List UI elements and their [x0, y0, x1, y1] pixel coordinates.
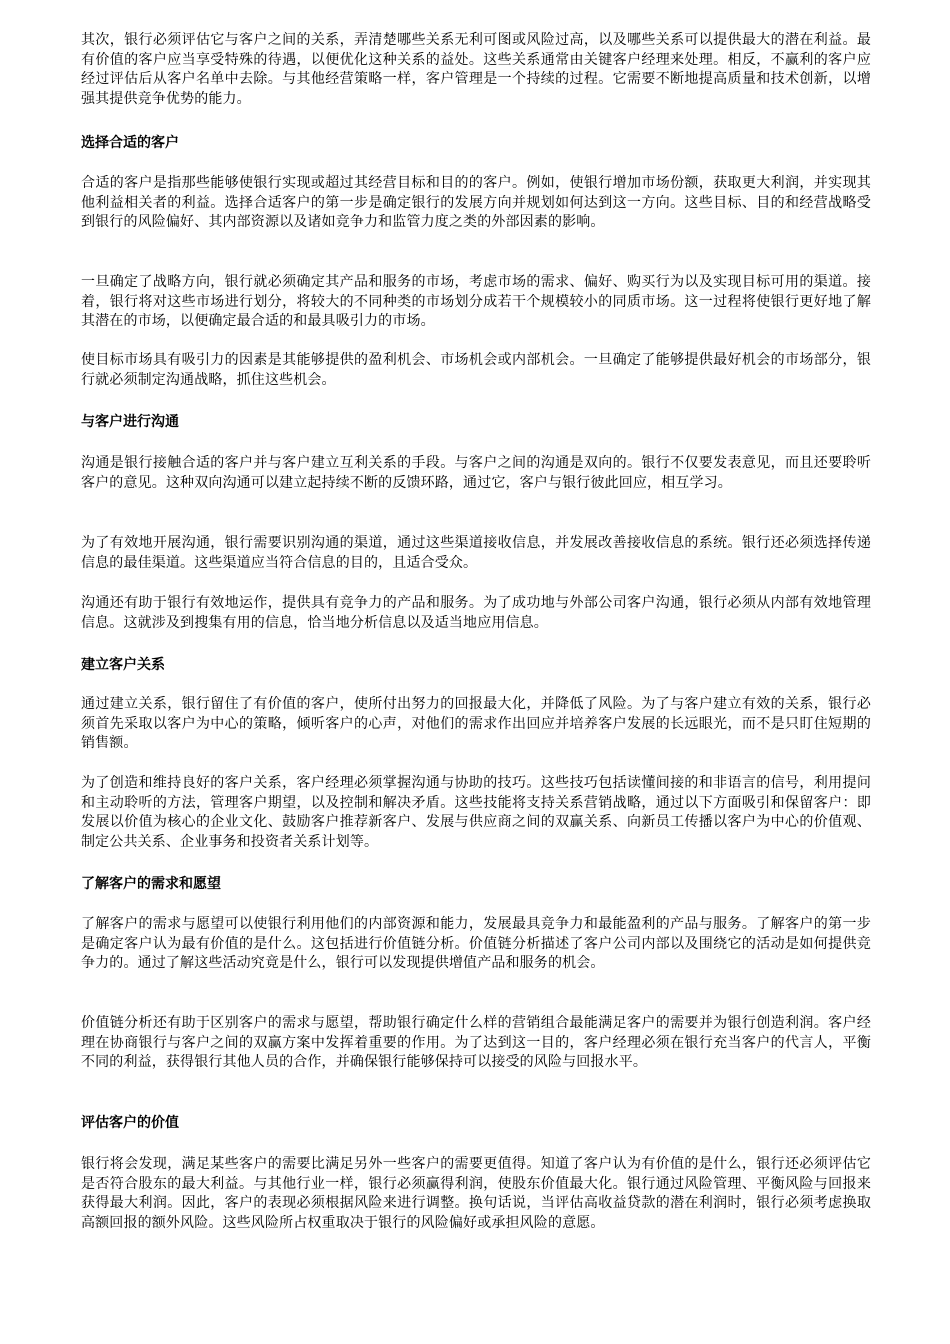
body-paragraph: 为了有效地开展沟通，银行需要识别沟通的渠道，通过这些渠道接收信息，并发展改善接收信息的系统。银行还必须选择传递信息的最佳渠道。这些渠道应当符合信息的目的，且适合受众。: [81, 535, 871, 571]
document-page: [81, 0, 871, 1344]
section-value-heading-block: [81, 1114, 871, 1133]
intro-paragraph: 其次，银行必须评估它与客户之间的关系，弄清楚哪些关系无利可图或风险过高，以及哪些关系可以提供最大的潜在利益。最有价值的客户应当享受特殊的待遇，以便优化这种关系的益处。这些关系通常由关键客户经理来处理。相反，不赢利的客户应经过评估后从客户名单中去除。与其他经营策略一样，客户管理是一个持续的过程。它需要不断地提高质量和技术创新，以增强其提供竞争优势的能力。: [81, 32, 871, 107]
section-paragraph-block: [81, 594, 871, 633]
body-paragraph: 沟通还有助于银行有效地运作，提供具有竞争力的产品和服务。为了成功地与外部公司客户沟通，银行必须从内部有效地管理信息。这就涉及到搜集有用的信息，恰当地分析信息以及适当地应用信息。: [81, 595, 871, 631]
section-communication-heading-block: [81, 413, 871, 432]
body-paragraph: 通过建立关系，银行留住了有价值的客户，使所付出努力的回报最大化，并降低了风险。为了与客户建立有效的关系，银行必须首先采取以客户为中心的策略，倾听客户的心声，对他们的需求作出回应并培养客户发展的长远眼光，而不是只盯住短期的销售额。: [81, 696, 871, 752]
section-heading: 与客户进行沟通: [81, 414, 179, 430]
section-paragraph-block: [81, 1155, 871, 1233]
section-paragraph-block: [81, 695, 871, 754]
section-heading: 评估客户的价值: [81, 1115, 179, 1131]
body-paragraph: 了解客户的需求与愿望可以使银行利用他们的内部资源和能力，发展最具竞争力和最能盈利的产品与服务。了解客户的第一步是确定客户认为最有价值的是什么。这包括进行价值链分析。价值链分析描述了客户公司内部以及围绕它的活动是如何提供竞争力的。通过了解这些活动究竟是什么，银行可以发现提供增值产品和服务的机会。: [81, 916, 871, 972]
section-paragraph-block: [81, 351, 871, 390]
section-heading: 建立客户关系: [81, 657, 165, 673]
section-paragraph-block: [81, 273, 871, 332]
intro-block: [81, 31, 871, 109]
body-paragraph: 为了创造和维持良好的客户关系，客户经理必须掌握沟通与协助的技巧。这些技巧包括读懂间接的和非语言的信号，利用提问和主动聆听的方法，管理客户期望，以及控制和解决矛盾。这些技能将支持关系营销战略，通过以下方面吸引和保留客户：即发展以价值为核心的企业文化、鼓励客户推荐新客户、发展与供应商之间的双赢关系、向新员工传播以客户为中心的价值观、制定公共关系、企业事务和投资者关系计划等。: [81, 775, 871, 850]
section-paragraph-block: [81, 454, 871, 493]
body-paragraph: 沟通是银行接触合适的客户并与客户建立互利关系的手段。与客户之间的沟通是双向的。银行不仅要发表意见，而且还要聆听客户的意见。这种双向沟通可以建立起持续不断的反馈环路，通过它，客户与银行彼此回应，相互学习。: [81, 455, 871, 491]
body-paragraph: 一旦确定了战略方向，银行就必须确定其产品和服务的市场，考虑市场的需求、偏好、购买行为以及实现目标可用的渠道。接着，银行将对这些市场进行划分，将较大的不同种类的市场划分成若干个规模较小的同质市场。这一过程将使银行更好地了解其潜在的市场，以便确定最合适的和最具吸引力的市场。: [81, 274, 871, 330]
body-paragraph: 银行将会发现，满足某些客户的需要比满足另外一些客户的需要更值得。知道了客户认为有价值的是什么，银行还必须评估它是否符合股东的最大利益。与其他行业一样，银行必须赢得利润，使股东价值最大化。银行通过风险管理、平衡风险与回报来获得最大利润。因此，客户的表现必须根据风险来进行调整。换句话说，当评估高收益贷款的潜在利润时，银行必须考虑换取高额回报的额外风险。这些风险所占权重取决于银行的风险偏好或承担风险的意愿。: [81, 1156, 871, 1231]
section-paragraph-block: [81, 915, 871, 974]
section-paragraph-block: [81, 1014, 871, 1073]
body-paragraph: 价值链分析还有助于区别客户的需求与愿望，帮助银行确定什么样的营销组合最能满足客户的需要并为银行创造利润。客户经理在协商银行与客户之间的双赢方案中发挥着重要的作用。为了达到这一目的，客户经理必须在银行充当客户的代言人，平衡不同的利益，获得银行其他人员的合作，并确保银行能够保持可以接受的风险与回报水平。: [81, 1015, 871, 1071]
section-heading: 了解客户的需求和愿望: [81, 876, 221, 892]
section-heading: 选择合适的客户: [81, 135, 179, 151]
section-select-customers-heading-block: [81, 134, 871, 153]
section-needs-heading-block: [81, 875, 871, 894]
section-paragraph-block: [81, 774, 871, 852]
body-paragraph: 合适的客户是指那些能够使银行实现或超过其经营目标和目的的客户。例如，使银行增加市场份额，获取更大利润，并实现其他利益相关者的利益。选择合适客户的第一步是确定银行的发展方向并规划如何达到这一方向。这些目标、目的和经营战略受到银行的风险偏好、其内部资源以及诸如竞争力和监管力度之类的外部因素的影响。: [81, 175, 871, 231]
section-paragraph-block: [81, 174, 871, 233]
section-relationship-heading-block: [81, 656, 871, 675]
body-paragraph: 使目标市场具有吸引力的因素是其能够提供的盈利机会、市场机会或内部机会。一旦确定了能够提供最好机会的市场部分，银行就必须制定沟通战略，抓住这些机会。: [81, 352, 871, 388]
section-paragraph-block: [81, 534, 871, 573]
